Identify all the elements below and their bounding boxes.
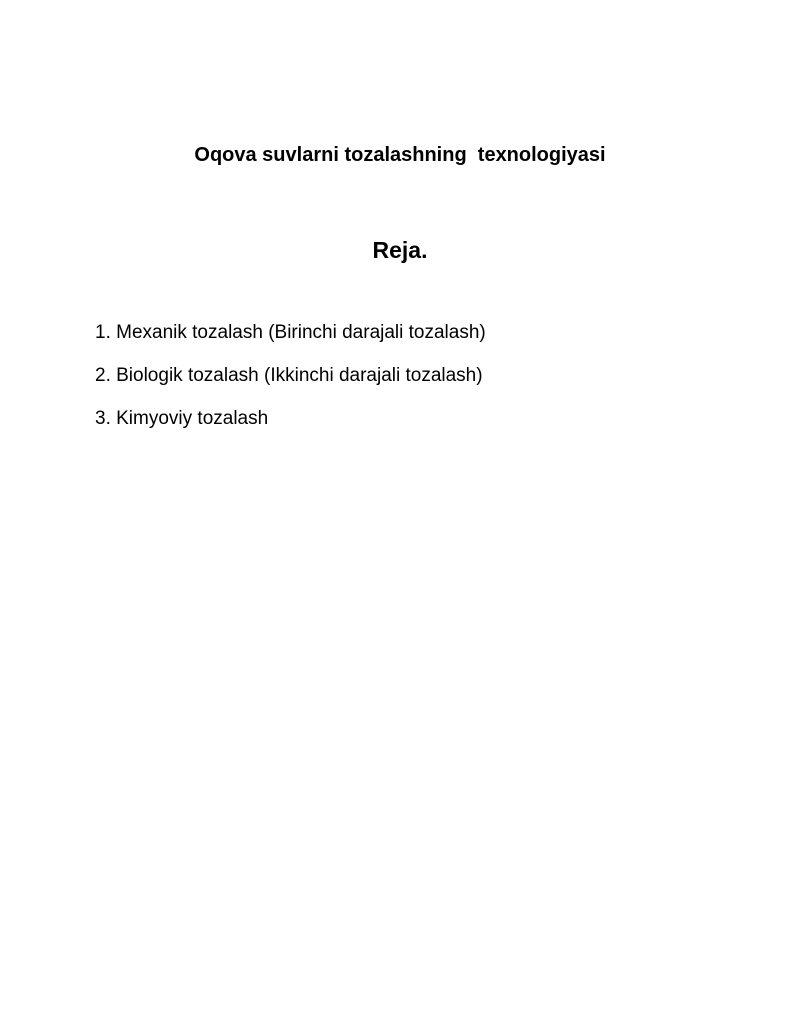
plan-item-biological: 2. Biologik tozalash (Ikkinchi darajali tozalash) [95,365,483,386]
document-title: Oqova suvlarni tozalashning texnologiyasi [194,144,606,166]
plan-item-chemical: 3. Kimyoviy tozalash [95,408,269,429]
plan-item-mechanical: 1. Mexanik tozalash (Birinchi darajali tozalash) [95,322,486,343]
plan-list [95,320,486,449]
plan-heading: Reja. [372,237,428,263]
